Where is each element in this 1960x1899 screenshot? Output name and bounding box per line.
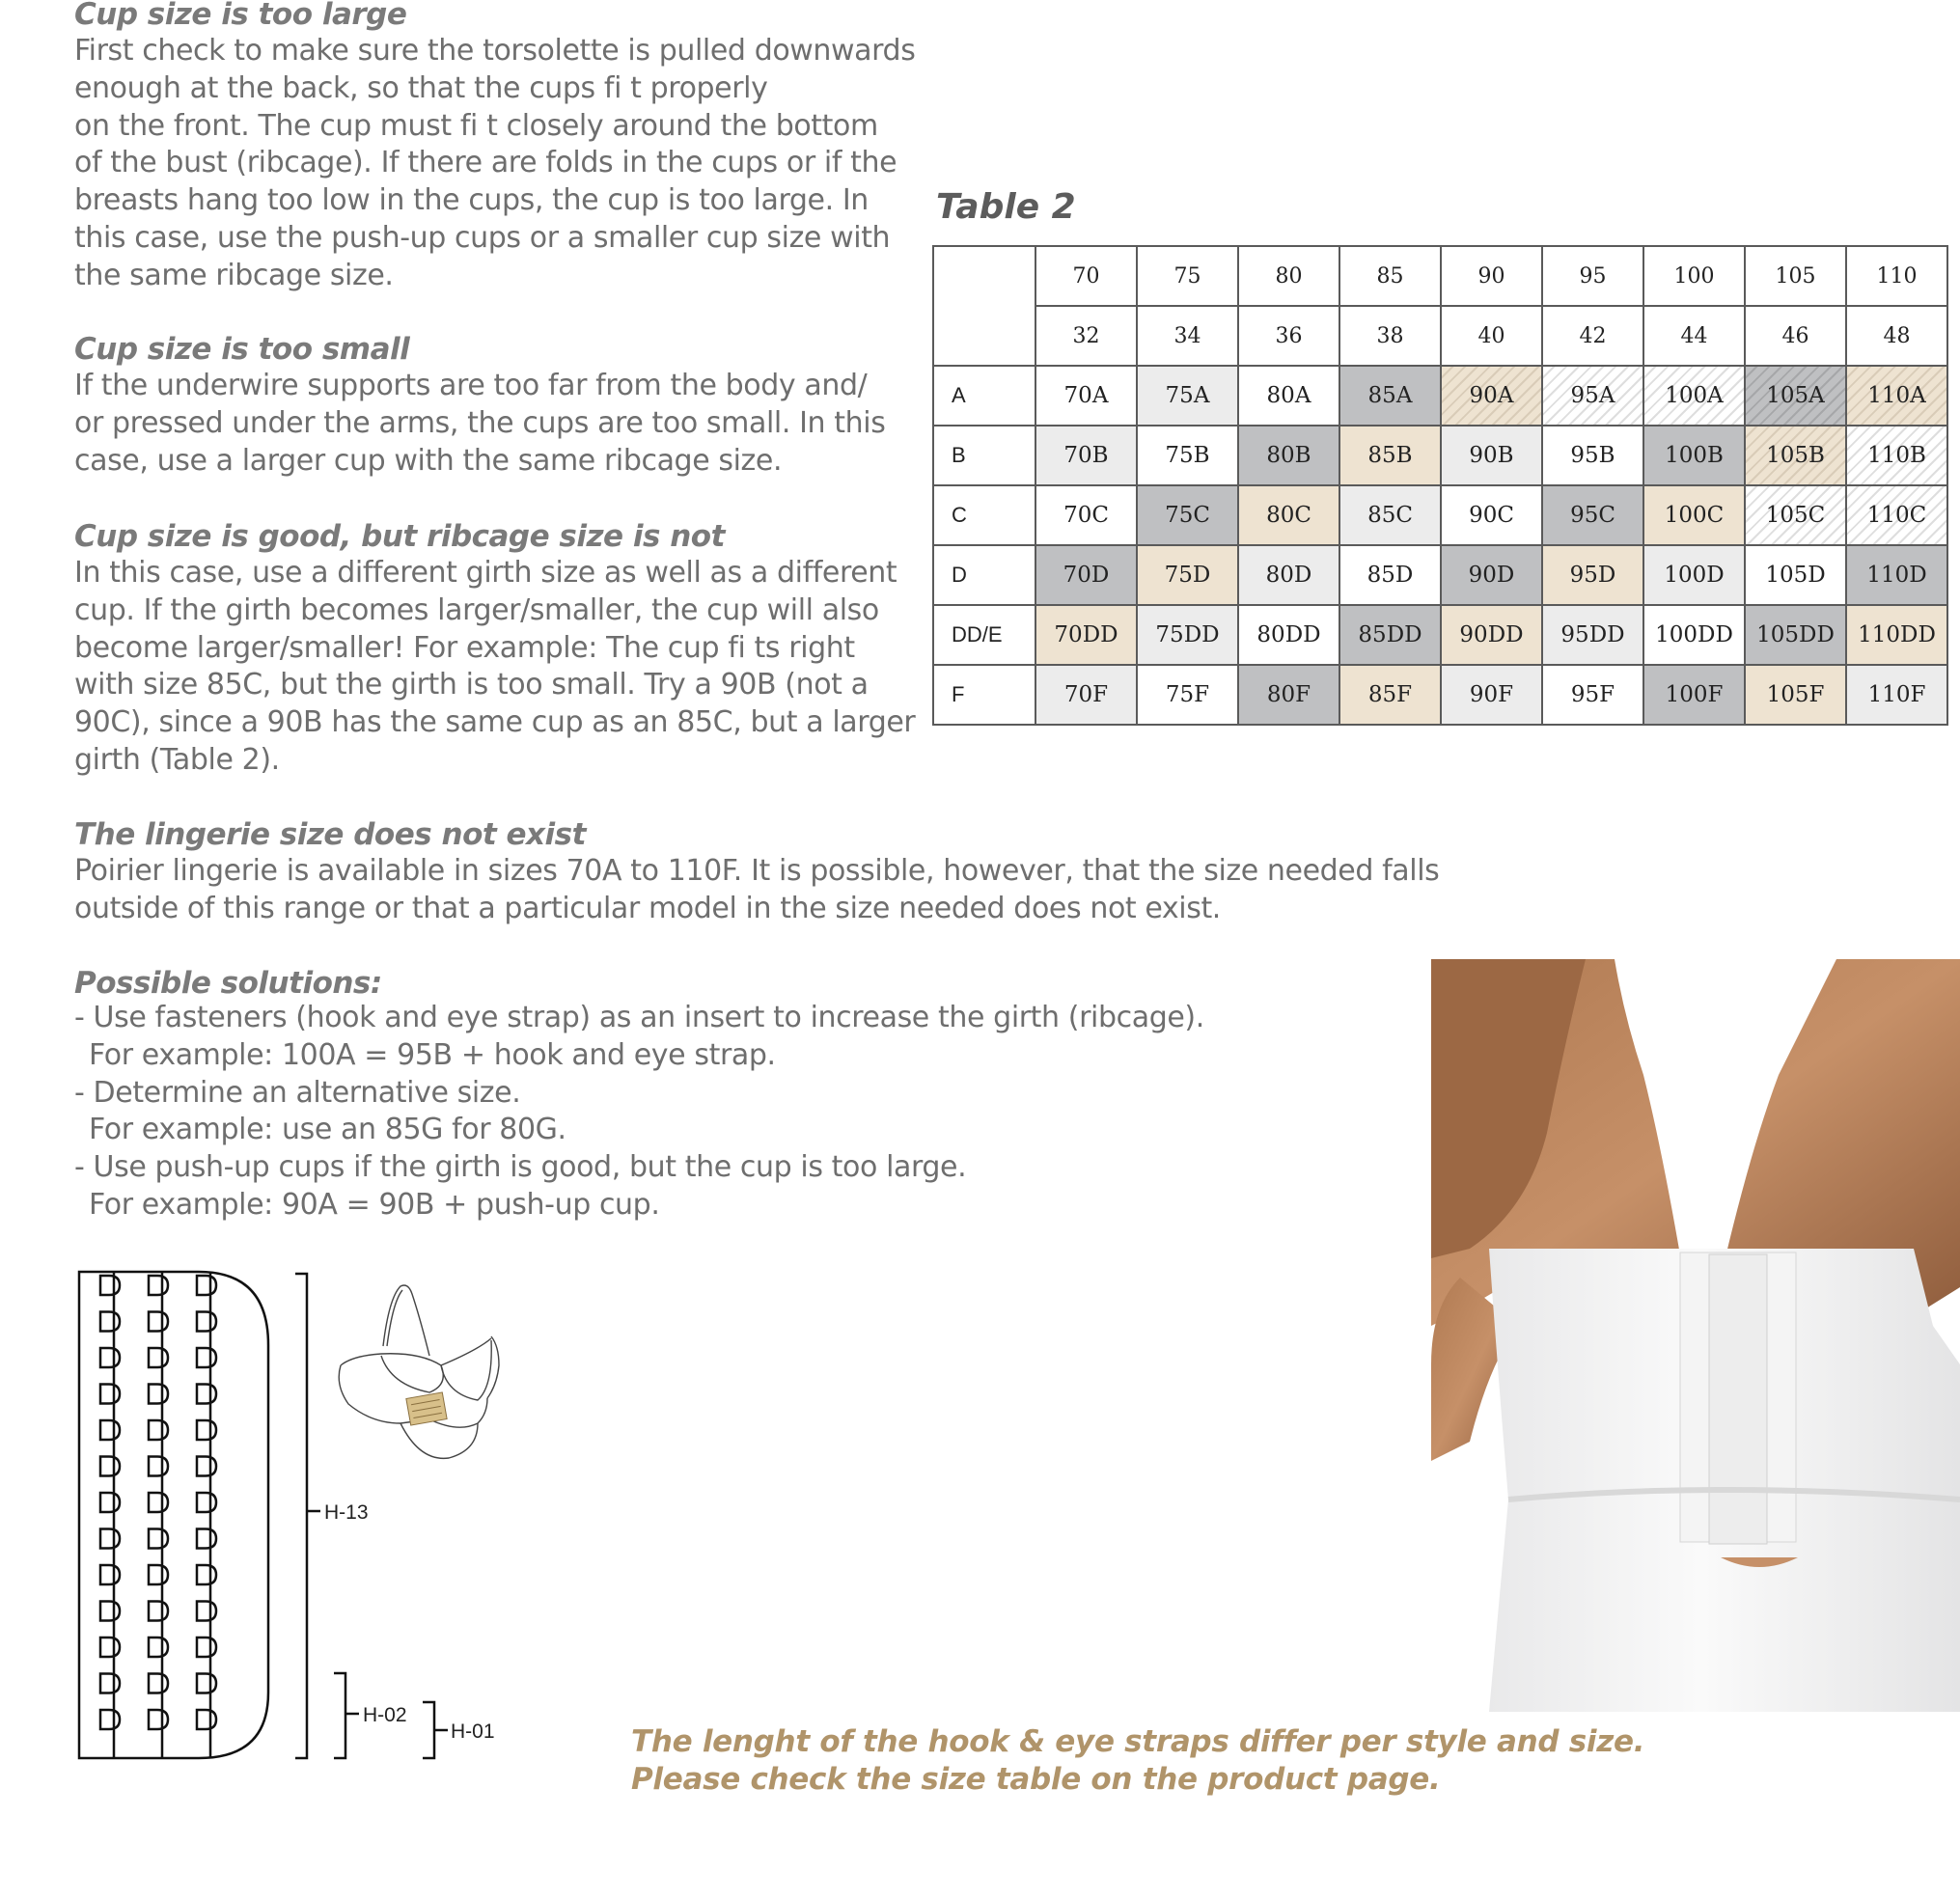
- table-header-cell: 32: [1035, 306, 1137, 366]
- table-cell: 95A: [1542, 366, 1643, 426]
- table-cell: 75A: [1137, 366, 1238, 426]
- table-cell: 80B: [1238, 426, 1339, 485]
- strap-hook: [100, 1385, 120, 1404]
- table-row: [933, 485, 1947, 545]
- table-header-cell: 95: [1542, 246, 1643, 306]
- table-row: [933, 665, 1947, 725]
- table-cell: 70C: [1035, 485, 1137, 545]
- table-row: [933, 605, 1947, 665]
- table-cell: 80C: [1238, 485, 1339, 545]
- table-cell: 100C: [1643, 485, 1745, 545]
- table-cell: 100DD: [1643, 605, 1745, 665]
- strap-hook: [149, 1348, 168, 1367]
- strap-hook: [149, 1312, 168, 1332]
- table-cell: 90C: [1441, 485, 1542, 545]
- table-row-label: A: [933, 366, 1035, 426]
- solution-item: - Determine an alternative size. For example: use an 85G for 80G.: [74, 1075, 566, 1147]
- strap-hook: [100, 1457, 120, 1476]
- torsolette-back-photo: [1431, 959, 1960, 1712]
- table-header-cell: 34: [1137, 306, 1238, 366]
- table-header-cell: 44: [1643, 306, 1745, 366]
- table-cell: 90DD: [1441, 605, 1542, 665]
- table-row-label: DD/E: [933, 605, 1035, 665]
- size-table: [932, 245, 1948, 726]
- table-header-cell: 110: [1846, 246, 1947, 306]
- table-row-label: B: [933, 426, 1035, 485]
- table-header-cell: 85: [1339, 246, 1441, 306]
- section-body-cup-too-large: First check to make sure the torsolette is pulled downwards enough at the back, so that the cups fi t properly on the front. The cup must fi t closely around the bottom of the bust (ribcage). If there are folds in the cups or if the breasts hang too low in the cups, the cup is too large. In this case, use the push-up cups or a smaller cup size with the same ribcage size.: [74, 34, 916, 292]
- table-cell: 70B: [1035, 426, 1137, 485]
- strap-hook: [100, 1312, 120, 1332]
- strap-hook: [149, 1276, 168, 1295]
- strap-hook: [197, 1493, 216, 1512]
- strap-hook: [100, 1674, 120, 1693]
- strap-hook: [197, 1674, 216, 1693]
- table-cell: 100D: [1643, 545, 1745, 605]
- strap-hook: [149, 1710, 168, 1729]
- strap-hook: [149, 1638, 168, 1657]
- table-cell: 105D: [1745, 545, 1846, 605]
- table-cell: 75C: [1137, 485, 1238, 545]
- section-title-size-not-exist: The lingerie size does not exist: [74, 817, 586, 852]
- table-header-cell: 38: [1339, 306, 1441, 366]
- section-title-cup-too-large: Cup size is too large: [74, 0, 407, 32]
- table-header-cell: 100: [1643, 246, 1745, 306]
- table-cell: 75DD: [1137, 605, 1238, 665]
- strap-hook: [197, 1276, 216, 1295]
- table-cell: 85A: [1339, 366, 1441, 426]
- table-cell: 100F: [1643, 665, 1745, 725]
- table-cell: 90D: [1441, 545, 1542, 605]
- strap-hook: [149, 1457, 168, 1476]
- table-cell: 100A: [1643, 366, 1745, 426]
- table-cell: 85C: [1339, 485, 1441, 545]
- label-h13: H-13: [324, 1501, 369, 1524]
- strap-hook: [197, 1457, 216, 1476]
- table-row-label: D: [933, 545, 1035, 605]
- table-header-cell: 75: [1137, 246, 1238, 306]
- table-row: [933, 545, 1947, 605]
- strap-hook: [197, 1420, 216, 1440]
- strap-hook: [197, 1348, 216, 1367]
- table-cell: 80DD: [1238, 605, 1339, 665]
- solution-item: - Use fasteners (hook and eye strap) as an insert to increase the girth (ribcage). For example: 100A = 95B + hook and eye strap.: [74, 1001, 1204, 1072]
- table-cell: 90F: [1441, 665, 1542, 725]
- table-cell: 110A: [1846, 366, 1947, 426]
- strap-hook: [197, 1312, 216, 1332]
- solutions-title: Possible solutions:: [74, 966, 382, 1001]
- strap-hook: [149, 1602, 168, 1621]
- bra-illustration: [333, 1279, 516, 1472]
- strap-hook: [100, 1602, 120, 1621]
- table-cell: 110D: [1846, 545, 1947, 605]
- table-cell: 110F: [1846, 665, 1947, 725]
- strap-hook: [149, 1493, 168, 1512]
- table-cell: 75B: [1137, 426, 1238, 485]
- table-cell: 90A: [1441, 366, 1542, 426]
- section-title-cup-too-small: Cup size is too small: [74, 332, 410, 367]
- table-cell: 95B: [1542, 426, 1643, 485]
- table-cell: 85B: [1339, 426, 1441, 485]
- table-row-label: C: [933, 485, 1035, 545]
- table-header-cell: 46: [1745, 306, 1846, 366]
- strap-hook: [100, 1638, 120, 1657]
- solutions-list: [74, 1000, 1204, 1225]
- table-cell: 105B: [1745, 426, 1846, 485]
- table-row: [933, 426, 1947, 485]
- table-header-cell: 70: [1035, 246, 1137, 306]
- table-cell: 70A: [1035, 366, 1137, 426]
- table-header-cell: 105: [1745, 246, 1846, 306]
- table-cell: 80A: [1238, 366, 1339, 426]
- strap-hook: [197, 1385, 216, 1404]
- table-cell: 90B: [1441, 426, 1542, 485]
- table-header-cell: 48: [1846, 306, 1947, 366]
- strap-hook: [149, 1529, 168, 1549]
- table-cell: 95DD: [1542, 605, 1643, 665]
- table-cell: 110B: [1846, 426, 1947, 485]
- section-body-cup-too-small: If the underwire supports are too far from the body and/ or pressed under the arms, the cups are too small. In this case, use a larger cup with the same ribcage size.: [74, 369, 886, 478]
- strap-hook: [100, 1529, 120, 1549]
- strap-hook: [197, 1602, 216, 1621]
- strap-hook: [149, 1674, 168, 1693]
- table-cell: 95C: [1542, 485, 1643, 545]
- strap-hook: [100, 1348, 120, 1367]
- table-header-cell: 40: [1441, 306, 1542, 366]
- strap-hook: [100, 1493, 120, 1512]
- section-body-size-not-exist: Poirier lingerie is available in sizes 70A to 110F. It is possible, however, that the size needed falls outside of this range or that a particular model in the size needed does not exist.: [74, 854, 1440, 925]
- table-cell: 70D: [1035, 545, 1137, 605]
- table-cell: 110C: [1846, 485, 1947, 545]
- table-row: [933, 366, 1947, 426]
- table-corner-cell: [933, 246, 1035, 366]
- table-cell: 75F: [1137, 665, 1238, 725]
- table-row-label: F: [933, 665, 1035, 725]
- table-title: Table 2: [936, 187, 1076, 227]
- table-cell: 105C: [1745, 485, 1846, 545]
- table-header-cell: 36: [1238, 306, 1339, 366]
- table-cell: 110DD: [1846, 605, 1947, 665]
- strap-hook: [100, 1565, 120, 1584]
- table-cell: 85D: [1339, 545, 1441, 605]
- strap-hook: [197, 1529, 216, 1549]
- table-header-cell: 90: [1441, 246, 1542, 306]
- strap-hook: [100, 1420, 120, 1440]
- table-header-cell: 80: [1238, 246, 1339, 306]
- table-cell: 100B: [1643, 426, 1745, 485]
- table-cell: 95D: [1542, 545, 1643, 605]
- table-cell: 95F: [1542, 665, 1643, 725]
- table-header-row: [933, 306, 1947, 366]
- table-header-row: [933, 246, 1947, 306]
- strap-length-note: The lenght of the hook & eye straps differ per style and size. Please check the size table on the product page.: [631, 1724, 1645, 1797]
- strap-hook: [149, 1565, 168, 1584]
- table-cell: 85F: [1339, 665, 1441, 725]
- solution-item: - Use push-up cups if the girth is good, but the cup is too large. For example: 90A = 90B + push-up cup.: [74, 1150, 967, 1222]
- strap-hook: [197, 1638, 216, 1657]
- table-cell: 80D: [1238, 545, 1339, 605]
- strap-hook: [100, 1276, 120, 1295]
- table-cell: 105DD: [1745, 605, 1846, 665]
- section-title-ribcage-not-good: Cup size is good, but ribcage size is not: [74, 519, 725, 554]
- table-cell: 70F: [1035, 665, 1137, 725]
- strap-hook: [197, 1565, 216, 1584]
- table-header-cell: 42: [1542, 306, 1643, 366]
- section-body-ribcage-not-good: In this case, use a different girth size as well as a different cup. If the girth becomes larger/smaller, the cup will also become larger/smaller! For example: The cup fi ts right with size 85C, but the girth is too small. Try a 90B (not a 90C), since a 90B has the same cup as an 85C, but a larger girth (Table 2).: [74, 556, 916, 777]
- table-cell: 85DD: [1339, 605, 1441, 665]
- label-h01: H-01: [451, 1720, 495, 1743]
- table-cell: 70DD: [1035, 605, 1137, 665]
- table-cell: 80F: [1238, 665, 1339, 725]
- strap-hook: [149, 1385, 168, 1404]
- strap-hook: [100, 1710, 120, 1729]
- strap-hook: [149, 1420, 168, 1440]
- table-cell: 105F: [1745, 665, 1846, 725]
- label-h02: H-02: [363, 1704, 407, 1726]
- strap-hook: [197, 1710, 216, 1729]
- table-cell: 105A: [1745, 366, 1846, 426]
- table-cell: 75D: [1137, 545, 1238, 605]
